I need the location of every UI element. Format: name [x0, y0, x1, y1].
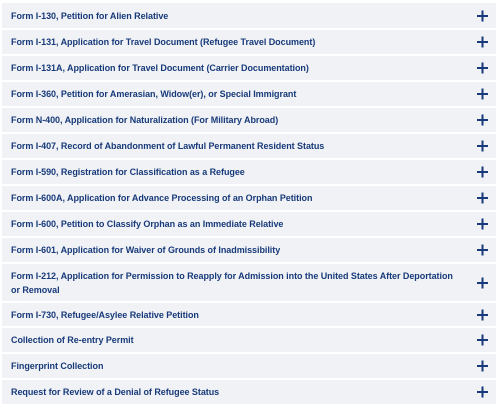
- accordion-item-i360[interactable]: [2, 82, 496, 106]
- accordion-item-n400[interactable]: [2, 108, 496, 132]
- accordion-item-label: Form I-730, Refugee/Asylee Relative Petition: [11, 309, 199, 320]
- accordion-item-fingerprint[interactable]: [2, 354, 496, 378]
- accordion-item-label: Form I-131, Application for Travel Document (Refugee Travel Document): [11, 37, 316, 47]
- accordion-item-label: Request for Review of a Denial of Refugee Status: [11, 387, 220, 397]
- plus-icon[interactable]: [477, 115, 488, 126]
- accordion-item-i600[interactable]: [2, 212, 496, 236]
- plus-icon[interactable]: [477, 10, 488, 21]
- accordion-item-label: Form I-131A, Application for Travel Document (Carrier Documentation): [11, 63, 309, 73]
- accordion-item-refugee-review[interactable]: [2, 380, 496, 404]
- accordion-item-label: Form I-130, Petition for Alien Relative: [11, 10, 169, 21]
- plus-icon[interactable]: [477, 387, 488, 398]
- plus-icon[interactable]: [477, 63, 488, 74]
- accordion-item-label: Form I-601, Application for Waiver of Grounds of Inadmissibility: [11, 245, 281, 255]
- plus-icon[interactable]: [477, 89, 488, 100]
- plus-icon[interactable]: [477, 277, 488, 288]
- plus-icon[interactable]: [477, 335, 488, 346]
- accordion-item-label: Form I-600, Petition to Classify Orphan as an Immediate Relative: [11, 219, 284, 229]
- accordion-item-label: Form I-600A, Application for Advance Processing of an Orphan Petition: [11, 193, 313, 203]
- plus-icon[interactable]: [477, 167, 488, 178]
- accordion-item-i601[interactable]: [2, 238, 496, 262]
- accordion-item-i131[interactable]: [2, 30, 496, 54]
- accordion-item-label: Collection of Re-entry Permit: [11, 335, 134, 345]
- accordion-item-label: Form I-407, Record of Abandonment of Lawful Permanent Resident Status: [11, 141, 325, 151]
- plus-icon[interactable]: [477, 219, 488, 230]
- accordion-item-label: Fingerprint Collection: [11, 361, 104, 371]
- accordion-item-i130[interactable]: [2, 3, 496, 28]
- plus-icon[interactable]: [477, 245, 488, 256]
- plus-icon[interactable]: [477, 141, 488, 152]
- accordion-item-i212[interactable]: [2, 264, 496, 301]
- accordion-item-label: Form N-400, Application for Naturalization (For Military Abroad): [11, 115, 279, 125]
- accordion-item-label: Form I-212, Application for Permission to Reapply for Admission into the United States After Deportation or Removal: [11, 270, 453, 295]
- accordion-item-i730[interactable]: [2, 303, 496, 326]
- plus-icon[interactable]: [477, 37, 488, 48]
- plus-icon[interactable]: [477, 193, 488, 204]
- accordion-item-i131a[interactable]: [2, 56, 496, 80]
- accordion-item-reentry-permit[interactable]: [2, 328, 496, 352]
- plus-icon[interactable]: [477, 361, 488, 372]
- accordion-item-i590[interactable]: [2, 160, 496, 184]
- accordion-item-i407[interactable]: [2, 134, 496, 158]
- accordion-item-label: Form I-360, Petition for Amerasian, Widow(er), or Special Immigrant: [11, 89, 297, 99]
- plus-icon[interactable]: [477, 309, 488, 320]
- accordion-item-label: Form I-590, Registration for Classification as a Refugee: [11, 167, 245, 177]
- accordion-item-i600a[interactable]: [2, 186, 496, 210]
